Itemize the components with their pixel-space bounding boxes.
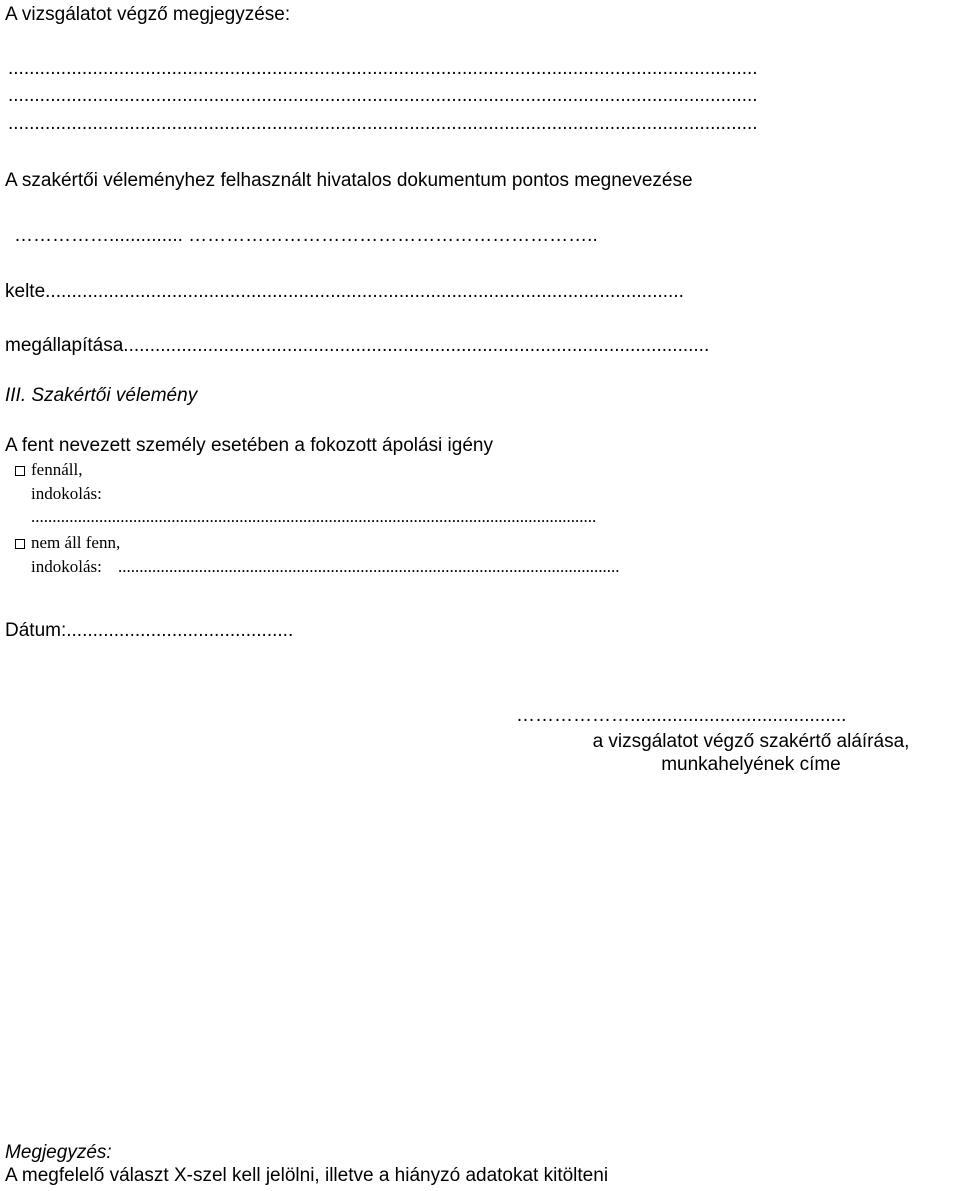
option-applies-label: fennáll, bbox=[31, 460, 83, 479]
justification-field-applies[interactable]: ..................................................................................................................................... bbox=[31, 507, 597, 526]
checkbox-applies[interactable] bbox=[15, 466, 25, 476]
statement-text: A fent nevezett személy esetében a fokozott ápolási igény bbox=[5, 435, 493, 456]
finding-field[interactable]: megállapítása............................................................................................................... bbox=[5, 335, 710, 356]
justification-field-not-applies[interactable]: ...................................................................................................................... bbox=[118, 557, 620, 576]
date-of-issue-field[interactable]: kelte......................................................................................................................... bbox=[5, 281, 684, 302]
official-document-field[interactable]: …………….............. ……………………………………………………….. bbox=[14, 225, 598, 246]
date-field[interactable]: Dátum:........................................... bbox=[5, 620, 294, 641]
official-document-label: A szakértői véleményhez felhasznált hivatalos dokumentum pontos megnevezése bbox=[5, 170, 693, 191]
justification-field-not-applies-label: indokolás: bbox=[31, 557, 102, 576]
note-text: A megfelelő választ X-szel kell jelölni, illetve a hiányzó adatokat kitölteni bbox=[5, 1165, 609, 1186]
remark-line-2[interactable]: .............................................................................................................................................. bbox=[8, 85, 758, 106]
note-title: Megjegyzés: bbox=[5, 1142, 112, 1163]
signature-caption-1: a vizsgálatot végző szakértő aláírása, bbox=[592, 731, 910, 752]
section-title: III. Szakértői vélemény bbox=[5, 385, 198, 406]
remark-label: A vizsgálatot végző megjegyzése: bbox=[5, 4, 291, 25]
remark-line-1[interactable]: .............................................................................................................................................. bbox=[8, 58, 758, 79]
checkbox-not-applies[interactable] bbox=[15, 539, 25, 549]
signature-line[interactable]: ………………......................................... bbox=[516, 705, 847, 726]
justification-label-applies: indokolás: bbox=[31, 484, 102, 503]
remark-line-3[interactable]: .............................................................................................................................................. bbox=[8, 113, 758, 134]
signature-caption-2: munkahelyének címe bbox=[661, 754, 841, 775]
option-not-applies-label: nem áll fenn, bbox=[31, 533, 121, 552]
